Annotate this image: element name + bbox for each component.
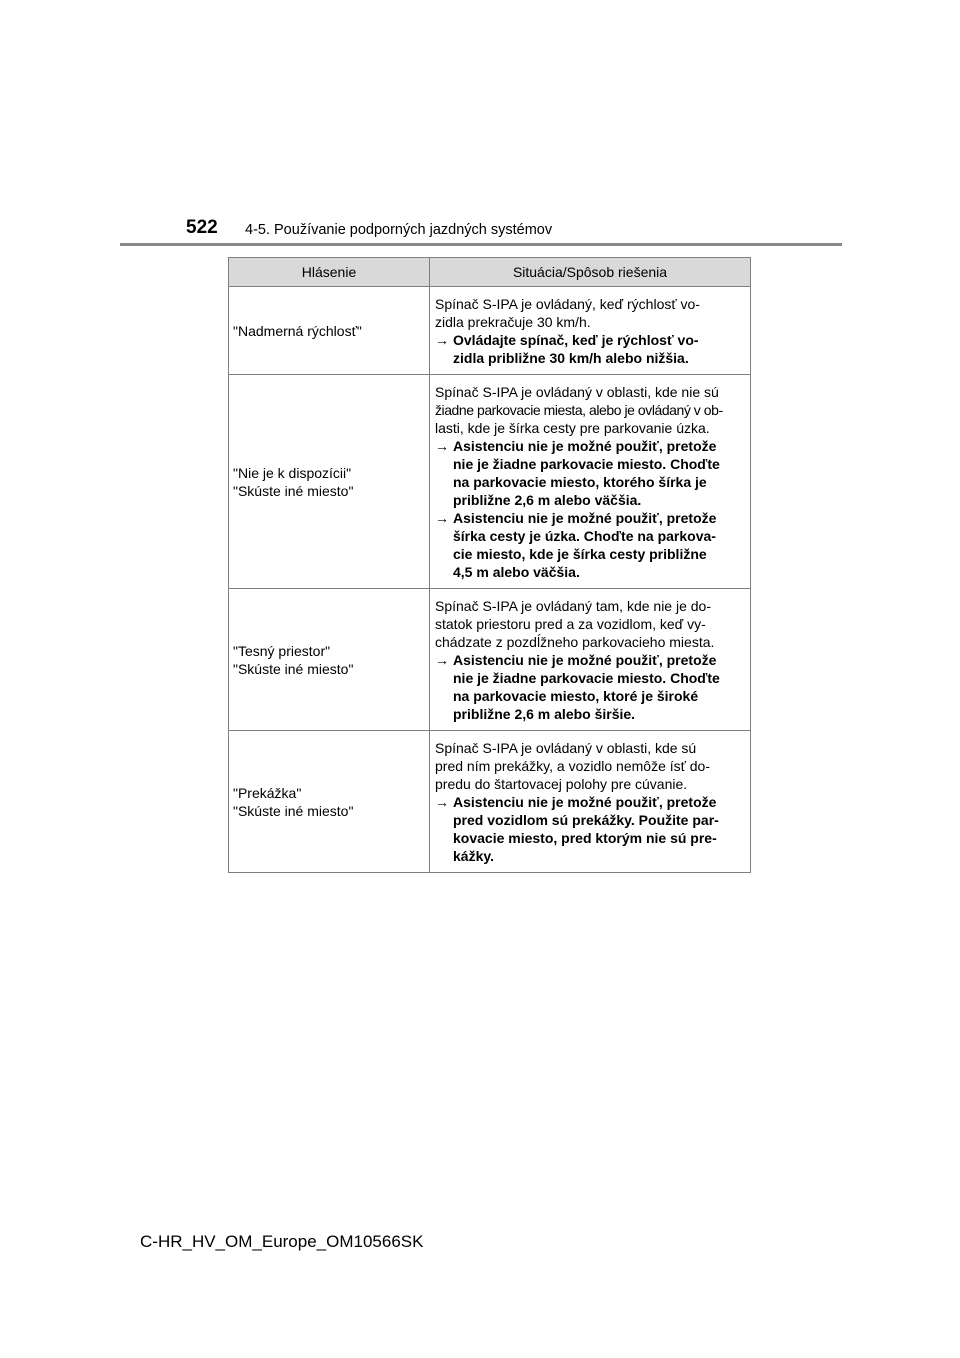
situation-line: predu do štartovacej polohy pre cúvanie.	[435, 776, 688, 792]
table-row	[229, 589, 751, 731]
document-code: C-HR_HV_OM_Europe_OM10566SK	[140, 1232, 424, 1251]
table-header-row	[229, 258, 751, 287]
situation-cell	[430, 589, 751, 731]
situation-line: Spínač S-IPA je ovládaný v oblasti, kde nie sú	[435, 384, 719, 400]
message-cell: "Nie je k dispozícii" "Skúste iné miesto"	[229, 375, 430, 589]
situation-line: lasti, kde je šírka cesty pre parkovanie úzka.	[435, 420, 710, 436]
situation-line: chádzate z pozdĺžneho parkovacieho miesta.	[435, 634, 715, 650]
action-line: šírka cesty je úzka. Choďte na parkova-	[453, 528, 716, 544]
action-line: približne 2,6 m alebo širšie.	[453, 706, 636, 722]
action-line	[435, 509, 744, 527]
situation-line: statok priestoru pred a za vozidlom, keď vy-	[435, 616, 706, 632]
action-line: na parkovacie miesto, ktorého šírka je	[453, 474, 707, 490]
action-line: 4,5 m alebo väčšia.	[453, 564, 580, 580]
column-header-situation: Situácia/Spôsob riešenia	[430, 258, 751, 287]
action-line: nie je žiadne parkovacie miesto. Choďte	[453, 670, 720, 686]
arrow-icon: →	[435, 652, 449, 668]
situation-line: Spínač S-IPA je ovládaný v oblasti, kde sú	[435, 740, 697, 756]
situation-cell	[430, 375, 751, 589]
action-line: nie je žiadne parkovacie miesto. Choďte	[453, 456, 720, 472]
situation-line: pred ním prekážky, a vozidlo nemôže ísť do-	[435, 758, 711, 774]
arrow-icon: →	[435, 510, 449, 526]
arrow-icon: →	[435, 794, 449, 810]
situation-cell	[430, 731, 751, 873]
situation-line: zidla prekračuje 30 km/h.	[435, 314, 591, 330]
action-line: zidla približne 30 km/h alebo nižšia.	[453, 350, 689, 366]
page-number: 522	[186, 217, 218, 238]
action-line: kážky.	[453, 848, 494, 864]
message-cell: "Tesný priestor" "Skúste iné miesto"	[229, 589, 430, 731]
action-line: kovacie miesto, pred ktorým nie sú pre-	[453, 830, 717, 846]
action-line	[435, 651, 744, 669]
table-row	[229, 375, 751, 589]
action-text: Ovládajte spínač, keď je rýchlosť vo-	[453, 332, 699, 348]
message-cell: "Prekážka" "Skúste iné miesto"	[229, 731, 430, 873]
action-line	[435, 793, 744, 811]
action-line: na parkovacie miesto, ktoré je široké	[453, 688, 699, 704]
situation-line: Spínač S-IPA je ovládaný, keď rýchlosť vo-	[435, 296, 700, 312]
action-line: cie miesto, kde je šírka cesty približne	[453, 546, 707, 562]
column-header-message: Hlásenie	[229, 258, 430, 287]
action-text: Asistenciu nie je možné použiť, pretože	[453, 794, 717, 810]
table-row	[229, 287, 751, 375]
table-row	[229, 731, 751, 873]
header-divider	[120, 243, 842, 246]
action-line	[435, 437, 744, 455]
situation-cell	[430, 287, 751, 375]
arrow-icon: →	[435, 332, 449, 348]
message-cell: "Nadmerná rýchlosť"	[229, 287, 430, 375]
action-line: približne 2,6 m alebo väčšia.	[453, 492, 642, 508]
action-text: Asistenciu nie je možné použiť, pretože	[453, 510, 717, 526]
action-line	[435, 331, 744, 349]
action-text: Asistenciu nie je možné použiť, pretože	[453, 438, 717, 454]
arrow-icon: →	[435, 438, 449, 454]
action-text: Asistenciu nie je možné použiť, pretože	[453, 652, 717, 668]
situation-line: žiadne parkovacie miesta, alebo je ovládaný v ob-	[435, 402, 723, 418]
action-line: pred vozidlom sú prekážky. Použite par-	[453, 812, 719, 828]
message-table	[228, 257, 751, 873]
situation-line: Spínač S-IPA je ovládaný tam, kde nie je do-	[435, 598, 712, 614]
section-title: 4-5. Používanie podporných jazdných systémov	[245, 222, 553, 238]
